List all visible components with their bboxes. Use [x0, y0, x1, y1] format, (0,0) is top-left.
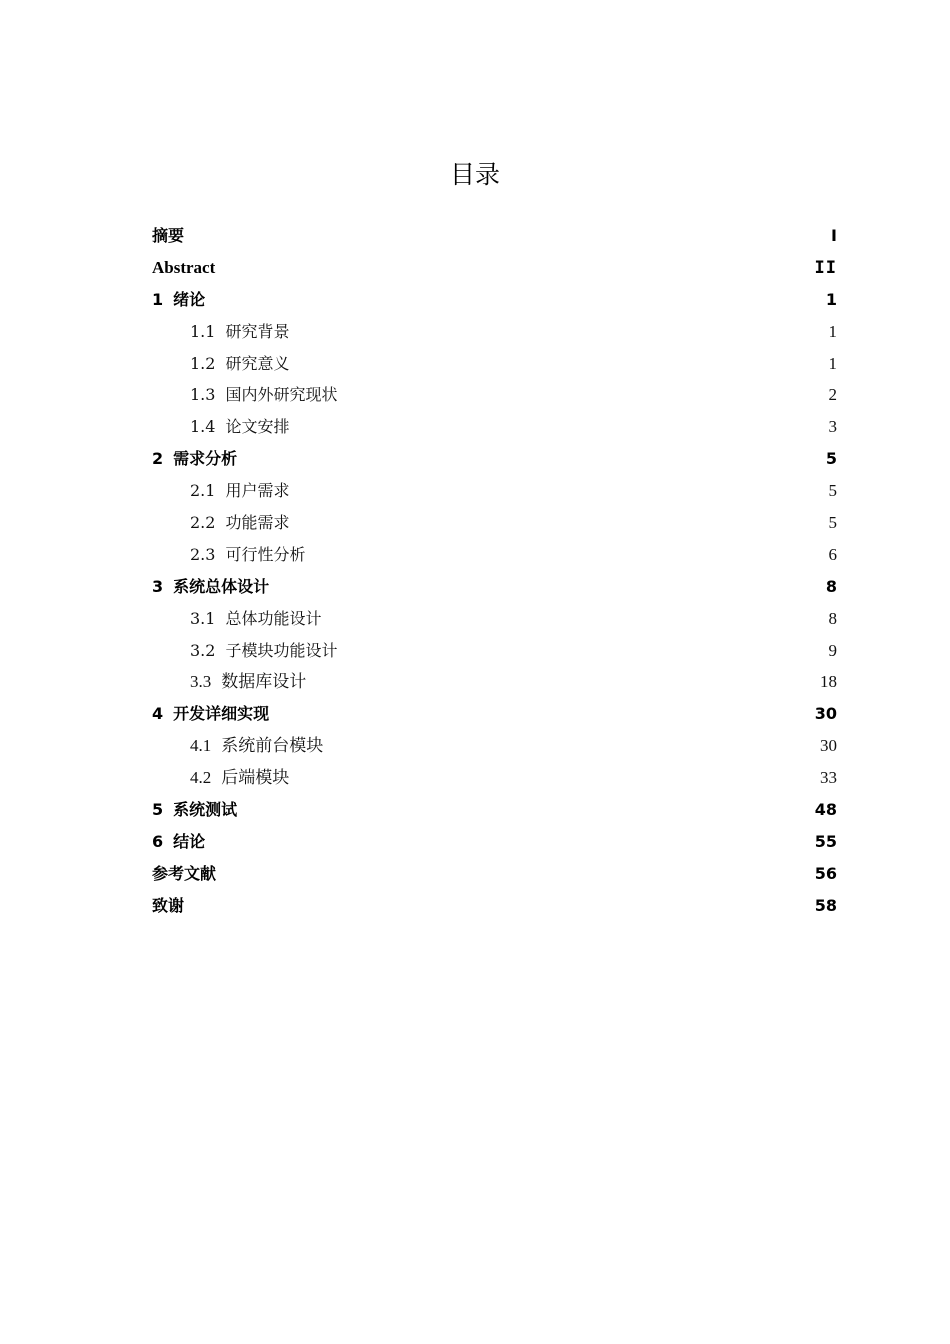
- toc-entry-number: 5: [152, 800, 164, 820]
- toc-entry-number: 1.3: [190, 385, 216, 405]
- toc-entry-section-4-2[interactable]: [152, 762, 837, 794]
- toc-entry-section-1-2[interactable]: [152, 348, 837, 380]
- toc-entry-number: 3.1: [190, 608, 216, 628]
- toc-entry-section-1-4[interactable]: [152, 411, 837, 443]
- toc-entry-text: 绪论: [173, 289, 206, 309]
- toc-entry-page: I: [831, 226, 837, 245]
- toc-entry-page: 56: [814, 863, 837, 883]
- toc-entry-chapter-5[interactable]: [152, 794, 837, 826]
- toc-entry-number: 4.2: [190, 768, 212, 788]
- toc-entry-number: 3.2: [190, 640, 216, 660]
- toc-entry-number: 2.2: [190, 513, 216, 533]
- toc-entry-page: 5: [828, 513, 837, 533]
- toc-entry-section-3-2[interactable]: [152, 635, 837, 667]
- toc-entry-section-2-2[interactable]: [152, 507, 837, 539]
- toc-entry-number: 3: [152, 576, 164, 596]
- toc-entry-page: 48: [814, 800, 837, 820]
- toc-entry-page: 5: [825, 449, 837, 469]
- toc-entry-text: 摘要: [152, 226, 185, 245]
- toc-title: 目录: [449, 160, 500, 189]
- toc-entry-page: 30: [820, 736, 837, 756]
- toc-entry-number: 6: [152, 831, 164, 851]
- toc-entry-text: 研究意义: [225, 353, 290, 373]
- toc-entry-section-3-3[interactable]: [152, 666, 837, 698]
- toc-entry-chapter-2[interactable]: [152, 443, 837, 475]
- toc-entry-page: 58: [814, 895, 837, 915]
- toc-entry-text: 系统前台模块: [221, 736, 324, 756]
- toc-entry-page: 18: [820, 672, 837, 692]
- toc-entry-section-4-1[interactable]: [152, 730, 837, 762]
- toc-entry-text: 致谢: [152, 895, 185, 915]
- toc-entry-number: 2.1: [190, 481, 216, 501]
- toc-entry-text: 可行性分析: [225, 544, 306, 564]
- toc-entry-number: 3.3: [190, 672, 212, 692]
- toc-entry-page: 30: [814, 704, 837, 724]
- toc-entry-number: 2.3: [190, 544, 216, 564]
- toc-entry-page: 1: [828, 353, 837, 373]
- toc-entry-section-2-3[interactable]: [152, 539, 837, 571]
- toc-entry-number: 4.1: [190, 736, 212, 756]
- toc-entry-abstract-en[interactable]: [152, 252, 837, 284]
- toc-entry-section-1-3[interactable]: [152, 379, 837, 411]
- toc-entry-text: 论文安排: [225, 417, 290, 437]
- toc-entry-text: 总体功能设计: [225, 608, 322, 628]
- toc-entry-page: 8: [828, 608, 837, 628]
- toc-entry-number: 4: [152, 704, 164, 724]
- toc-entry-page: 5: [828, 481, 837, 501]
- toc-entry-text: 研究背景: [225, 321, 290, 341]
- toc-entry-text: 用户需求: [225, 481, 290, 501]
- toc-entry-number: 1: [152, 289, 164, 309]
- toc-entry-text: 子模块功能设计: [225, 640, 338, 660]
- toc-entry-text: 功能需求: [225, 513, 290, 533]
- toc-entry-page: 2: [828, 385, 837, 405]
- toc-entry-text: Abstract: [152, 257, 216, 277]
- toc-entry-references[interactable]: [152, 858, 837, 890]
- toc-entry-text: 参考文献: [152, 863, 217, 883]
- toc-entry-number: 1.2: [190, 353, 216, 373]
- toc-entry-number: 1.4: [190, 417, 216, 437]
- toc-entry-acknowledgements[interactable]: [152, 890, 837, 922]
- toc-entry-text: 系统测试: [173, 800, 238, 820]
- toc-entry-text: 数据库设计: [221, 672, 307, 692]
- toc-entry-page: 55: [814, 831, 837, 851]
- toc-entry-number: 1.1: [190, 321, 216, 341]
- toc-entry-chapter-4[interactable]: [152, 698, 837, 730]
- toc-entry-page: 9: [828, 640, 837, 660]
- table-of-contents: [152, 220, 837, 922]
- toc-entry-abstract-cn[interactable]: [152, 220, 837, 252]
- toc-entry-page: 1: [828, 321, 837, 341]
- toc-entry-chapter-3[interactable]: [152, 571, 837, 603]
- toc-entry-page: 3: [828, 417, 837, 437]
- toc-entry-chapter-1[interactable]: [152, 284, 837, 316]
- toc-entry-page: 33: [820, 768, 837, 788]
- toc-entry-page: II: [814, 257, 837, 278]
- toc-entry-number: 2: [152, 449, 164, 469]
- toc-entry-page: 1: [825, 289, 837, 309]
- toc-entry-text: 国内外研究现状: [225, 385, 338, 405]
- toc-entry-chapter-6[interactable]: [152, 826, 837, 858]
- toc-entry-section-1-1[interactable]: [152, 316, 837, 348]
- toc-entry-page: 8: [825, 576, 837, 596]
- toc-entry-text: 后端模块: [221, 768, 290, 788]
- toc-entry-text: 结论: [173, 831, 206, 851]
- toc-entry-section-2-1[interactable]: [152, 475, 837, 507]
- toc-entry-section-3-1[interactable]: [152, 603, 837, 635]
- toc-entry-text: 系统总体设计: [173, 576, 270, 596]
- toc-entry-text: 开发详细实现: [173, 704, 270, 724]
- toc-entry-text: 需求分析: [173, 449, 238, 469]
- toc-entry-page: 6: [828, 544, 837, 564]
